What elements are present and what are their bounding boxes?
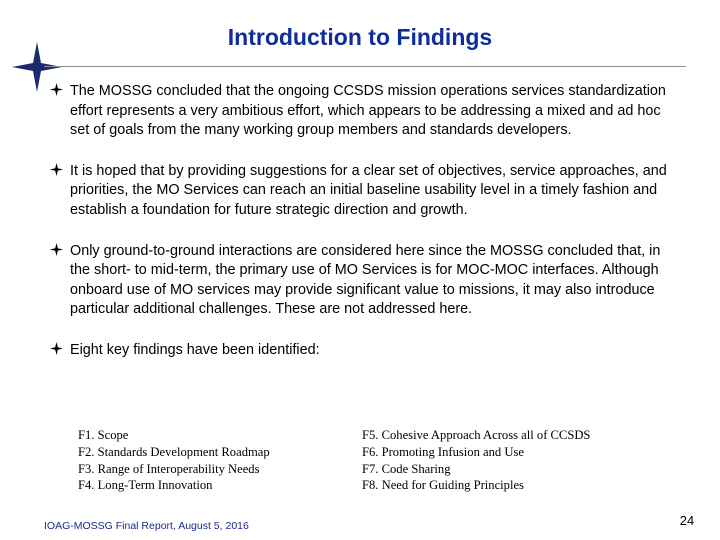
bullet-text: Only ground-to-ground interactions are considered here since the MOSSG concluded that, in the short- to mid-term, the primary use of MO Services is for MOC-MOC interfaces. Although onboard use of MO services may provide significant value to missions, it may also introduce particular additional challenges. These are not addressed here. (70, 242, 661, 318)
finding-item: F2. Standards Development Roadmap (78, 444, 270, 459)
findings-list-right (362, 427, 590, 494)
finding-item: F4. Long-Term Innovation (78, 478, 213, 493)
finding-item: F7. Code Sharing (362, 461, 451, 476)
finding-item: F1. Scope (78, 428, 129, 442)
title-divider (44, 66, 686, 67)
four-point-star-bullet-icon (50, 342, 63, 355)
finding-item: F6. Promoting Infusion and Use (362, 444, 524, 459)
page-number: 24 (679, 513, 695, 528)
finding-item: F3. Range of Interoperability Needs (78, 461, 260, 476)
bullet-item (50, 341, 670, 361)
finding-item: F8. Need for Guiding Principles (362, 478, 524, 493)
findings-list-left (78, 427, 270, 494)
bullet-text: The MOSSG concluded that the ongoing CCSDS mission operations services standardization effort represents a very ambitious effort, which appears to be addressing a mixed and ad hoc set of goals from the many working group members and standards developers. (70, 83, 666, 139)
bullet-item (50, 82, 670, 141)
four-point-star-bullet-icon (50, 243, 63, 256)
slide-title: Introduction to Findings (227, 24, 493, 50)
bullet-text: It is hoped that by providing suggestions for a clear set of objectives, service approaches, and priorities, the MO Services can reach an initial baseline usability level in a timely fashion and establish a foundation for future strategic direction and growth. (70, 162, 667, 218)
four-point-star-bullet-icon (50, 83, 63, 96)
finding-item: F5. Cohesive Approach Across all of CCSDS (362, 428, 591, 442)
bullet-text: Eight key findings have been identified: (70, 341, 320, 358)
four-point-star-bullet-icon (50, 163, 63, 176)
bullet-list (50, 82, 670, 382)
bullet-item (50, 162, 670, 221)
slide-footer: IOAG-MOSSG Final Report, August 5, 2016 (44, 520, 249, 532)
bullet-item (50, 242, 670, 320)
